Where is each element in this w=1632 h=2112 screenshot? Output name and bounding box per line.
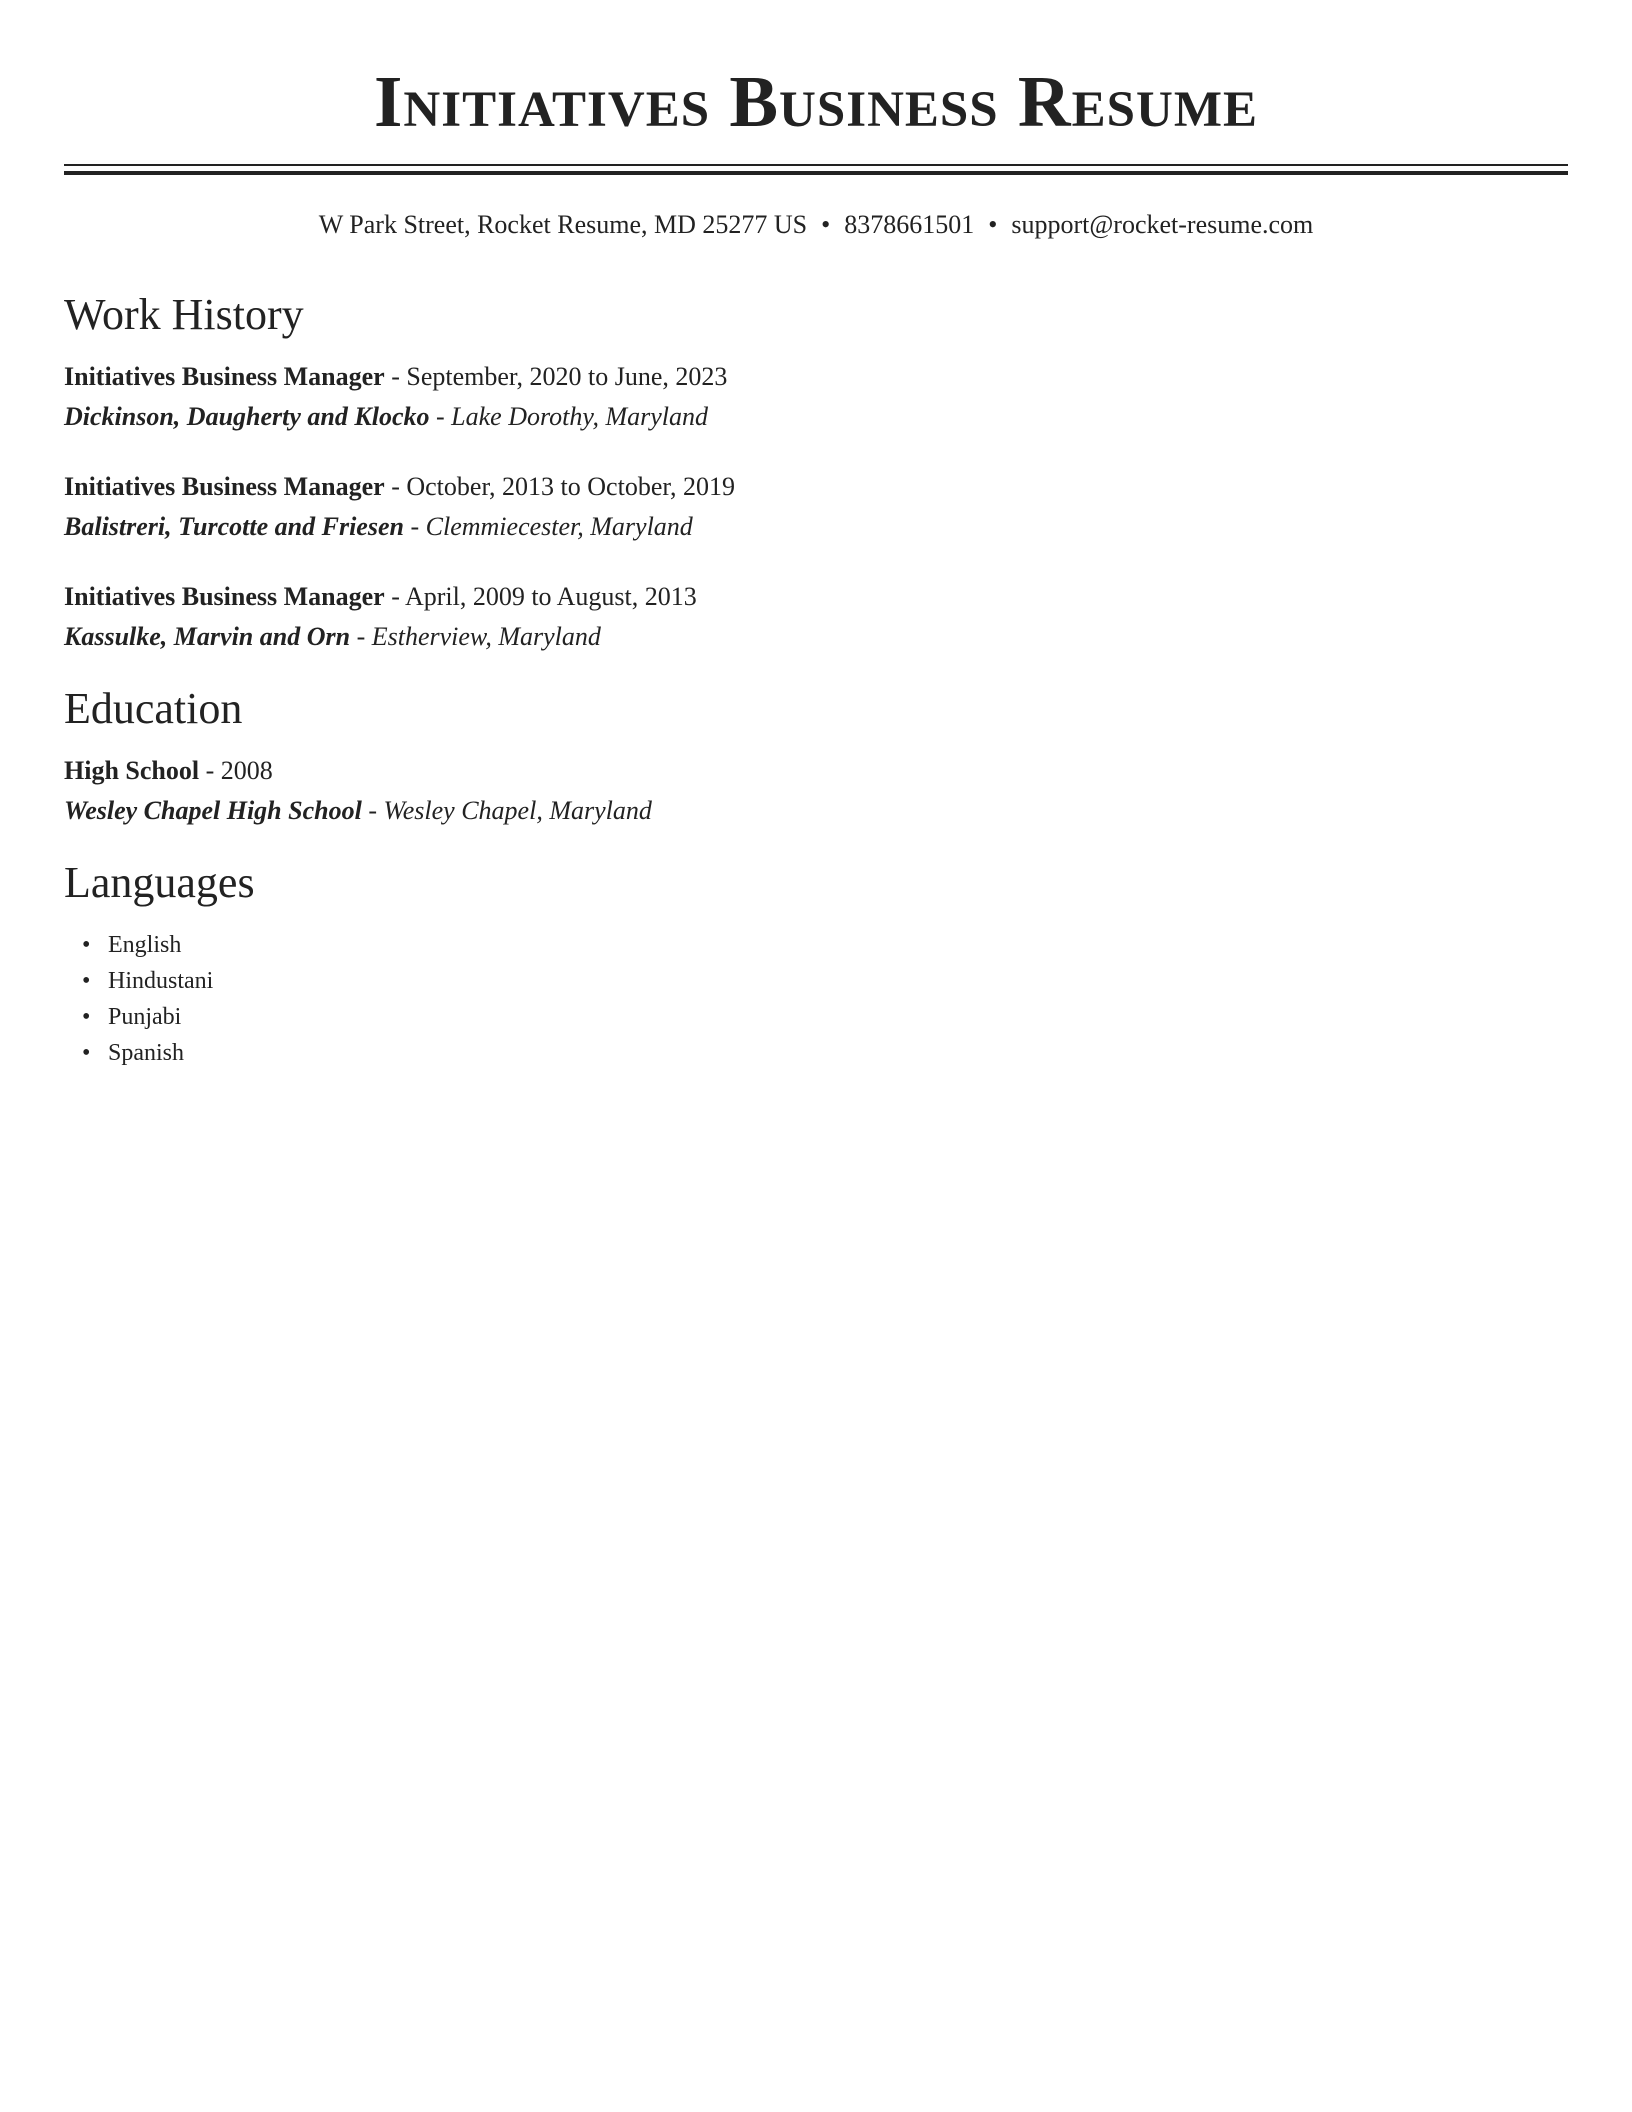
company-location: Clemmiecester, Maryland — [425, 512, 693, 541]
job-title: Initiatives Business Manager — [64, 362, 385, 391]
education-entry — [64, 751, 1568, 831]
list-item — [82, 1035, 1568, 1071]
title-divider-thick — [64, 171, 1568, 175]
work-entry-role-line — [64, 467, 1568, 507]
dash: - — [410, 512, 420, 541]
school-location: Wesley Chapel, Maryland — [383, 796, 652, 825]
bullet: • — [82, 1004, 91, 1030]
company-name: Dickinson, Daugherty and Klocko — [64, 402, 430, 431]
list-item — [82, 963, 1568, 999]
contact-email: support@rocket-resume.com — [1011, 210, 1314, 239]
resume-title: Initiatives Business Resume — [374, 61, 1258, 142]
list-item — [82, 927, 1568, 963]
dash: - — [356, 622, 366, 651]
graduation-year: 2008 — [220, 756, 273, 785]
company-location: Estherview, Maryland — [371, 622, 601, 651]
bullet: • — [82, 968, 91, 994]
job-dates: October, 2013 to October, 2019 — [406, 472, 735, 501]
title-divider-thin — [64, 164, 1568, 166]
list-item — [82, 999, 1568, 1035]
work-entry-role-line — [64, 357, 1568, 397]
job-title: Initiatives Business Manager — [64, 582, 385, 611]
degree: High School — [64, 756, 200, 785]
work-entry-role-line — [64, 577, 1568, 617]
company-name: Kassulke, Marvin and Orn — [64, 622, 351, 651]
education-heading: Education — [64, 684, 243, 733]
language-name: Hindustani — [108, 968, 214, 994]
job-dates: April, 2009 to August, 2013 — [404, 582, 697, 611]
bullet: • — [82, 932, 91, 958]
work-entry — [64, 467, 1568, 547]
dash: - — [436, 402, 445, 431]
education-school-line — [64, 791, 1568, 831]
contact-separator: • — [821, 210, 831, 239]
work-entry — [64, 577, 1568, 657]
dash: - — [391, 362, 400, 391]
job-title: Initiatives Business Manager — [64, 472, 385, 501]
company-name: Balistreri, Turcotte and Friesen — [64, 512, 404, 541]
work-entry — [64, 357, 1568, 437]
contact-separator: • — [988, 210, 998, 239]
school-name: Wesley Chapel High School — [64, 796, 362, 825]
dash: - — [205, 756, 215, 785]
work-history-heading: Work History — [64, 290, 304, 339]
bullet: • — [82, 1040, 91, 1066]
job-dates: September, 2020 to June, 2023 — [406, 362, 728, 391]
dash: - — [368, 796, 377, 825]
language-name: Punjabi — [108, 1004, 182, 1030]
language-name: English — [108, 932, 182, 958]
contact-phone: 8378661501 — [844, 210, 975, 239]
work-entry-company-line — [64, 397, 1568, 437]
company-location: Lake Dorothy, Maryland — [451, 402, 709, 431]
language-name: Spanish — [108, 1040, 185, 1066]
work-entry-company-line — [64, 617, 1568, 657]
education-degree-line — [64, 751, 1568, 791]
dash: - — [391, 582, 400, 611]
work-entry-company-line — [64, 507, 1568, 547]
languages-list — [64, 927, 1568, 1071]
contact-line — [64, 205, 1568, 245]
languages-heading: Languages — [64, 858, 255, 907]
dash: - — [391, 472, 400, 501]
contact-address: W Park Street, Rocket Resume, MD 25277 US — [318, 210, 808, 239]
